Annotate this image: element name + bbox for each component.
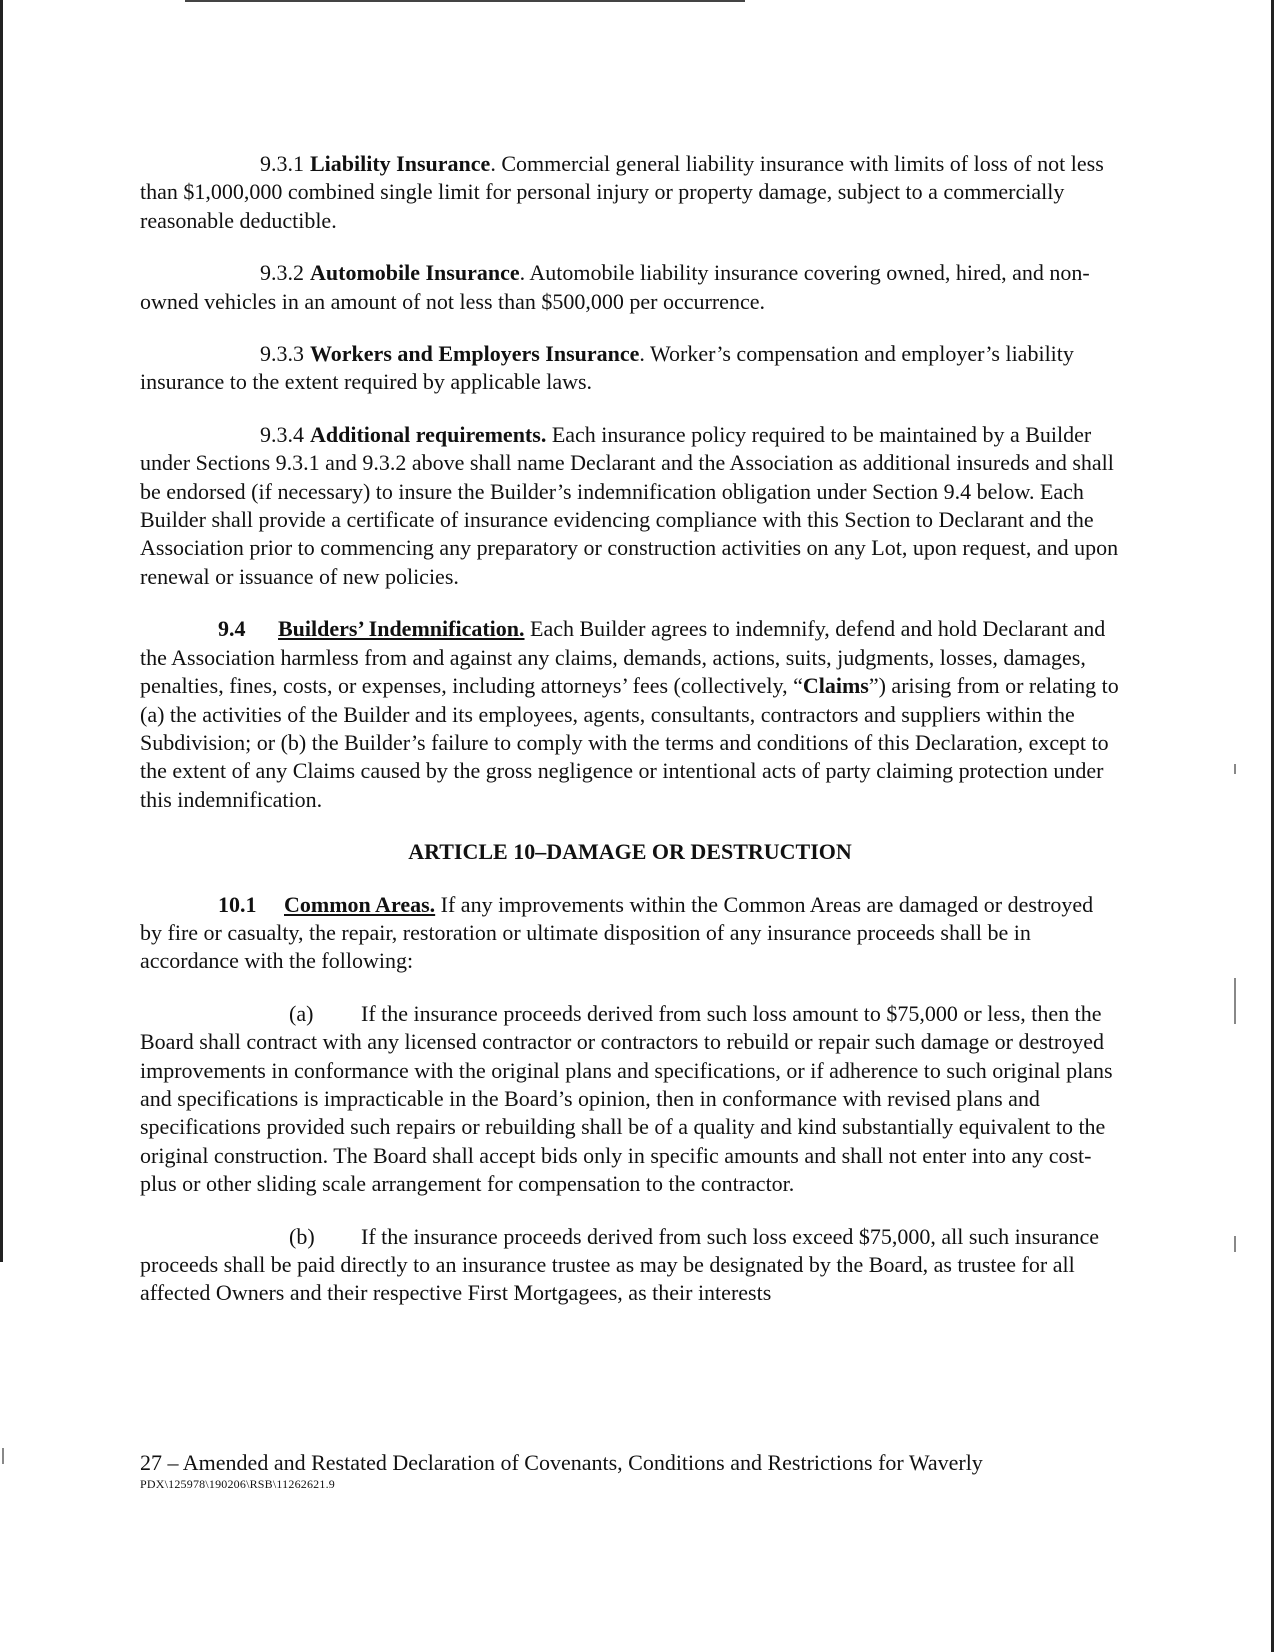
section-heading: Liability Insurance (310, 151, 491, 176)
document-body (140, 150, 1120, 1308)
section-heading: Automobile Insurance (310, 260, 520, 286)
subsection-a (140, 1000, 1120, 1199)
section-text-continued: ”) arising from or relating to (a) the activities of the Builder and its employees, agents, consultants, contractors and suppliers within the Subdivision; or (b) the Builder’s failure to comply with the terms and conditions of this Declaration, except to the extent of any Claims caused by the gross negligence or intentional acts of party claiming protection under this indemnification. (140, 673, 1119, 812)
section-text: Each insurance policy required to be maintained by a Builder under Sections 9.3.1 and 9.3.2 above shall name Declarant and the Association as additional insureds and shall be endorsed (if necessary) to insure the Builder’s indemnification obligation under Section 9.4 below. Each Builder shall provide a certificate of insurance evidencing compliance with this Section to Declarant and the Association prior to commencing any preparatory or construction activities on any Lot, upon request, and upon renewal or issuance of new policies. (140, 421, 1119, 589)
scan-top-edge (185, 0, 745, 2)
scan-mark (1234, 764, 1236, 774)
scan-mark (1234, 978, 1236, 1024)
scan-mark (1234, 1236, 1236, 1252)
section-heading: Additional requirements. (310, 421, 547, 447)
section-9-3-3 (140, 340, 1120, 397)
section-number: 9.3.3 (260, 341, 304, 367)
scan-mark (2, 1448, 4, 1464)
section-number: 9.3.4 (260, 421, 304, 447)
subsection-text: If the insurance proceeds derived from such loss exceed $75,000, all such insurance proceeds shall be paid directly to an insurance trustee as may be designated by the Board, as trustee for all affected Owners and their respective First Mortgagees, as their interests (140, 1223, 1099, 1306)
section-number: 9.3.2 (260, 260, 304, 286)
subsection-label: (b) (289, 1223, 315, 1249)
subsection-label: (a) (289, 1000, 314, 1026)
section-text: If any improvements within the Common Areas are damaged or destroyed by fire or casualty, the repair, restoration or ultimate disposition of any insurance proceeds shall be in accordance with the following: (140, 891, 1094, 974)
section-9-3-2 (140, 259, 1120, 316)
section-text: . Worker’s compensation and employer’s liability insurance to the extent required by applicable laws. (140, 341, 1074, 395)
subsection-text: If the insurance proceeds derived from such loss amount to $75,000 or less, then the Board shall contract with any licensed contractor or contractors to rebuild or repair such damage or destroyed improvements in conformance with the original plans and specifications, or if adherence to such original plans and specifications is impracticable in the Board’s opinion, then in conformance with revised plans and specifications provided such repairs or rebuilding shall be of a quality and kind substantially equivalent to the original construction. The Board shall accept bids only in specific amounts and shall not enter into any cost-plus or other sliding scale arrangement for compensation to the contractor. (140, 1000, 1113, 1197)
article-heading: ARTICLE 10–DAMAGE OR DESTRUCTION (408, 839, 852, 865)
section-number: 10.1 (218, 891, 257, 917)
scan-right-edge (1271, 0, 1274, 1652)
subsection-b (140, 1223, 1120, 1308)
section-10-1 (140, 891, 1120, 976)
section-heading: Builders’ Indemnification. (278, 616, 525, 642)
section-heading: Common Areas. (284, 891, 436, 917)
section-9-4 (140, 615, 1120, 814)
footer-page-line: 27 – Amended and Restated Declaration of Covenants, Conditions and Restrictions for Waverly (140, 1450, 983, 1475)
section-9-3-1 (140, 150, 1120, 235)
section-9-3-4 (140, 421, 1120, 591)
section-number: 9.3.1 (260, 151, 304, 176)
scan-left-edge (0, 0, 3, 1262)
page-footer (140, 1450, 1120, 1492)
section-text: . Commercial general liability insurance with limits of loss of not less than $1,000,000 combined single limit for personal injury or property damage, subject to a commercially reasonable deductible. (140, 151, 1104, 233)
section-number: 9.4 (218, 616, 246, 642)
section-heading: Workers and Employers Insurance (310, 341, 640, 367)
section-text: . Automobile liability insurance covering owned, hired, and non-owned vehicles in an amount of not less than $500,000 per occurrence. (140, 260, 1090, 314)
defined-term: Claims (802, 673, 869, 699)
section-text: Each Builder agrees to indemnify, defend and hold Declarant and the Association harmless from and against any claims, demands, actions, suits, judgments, losses, damages, penalties, fines, costs, or expenses, including attorneys’ fees (collectively, “ (140, 616, 1106, 699)
footer-document-code: PDX\125978\190206\RSB\11262621.9 (140, 1477, 335, 1491)
